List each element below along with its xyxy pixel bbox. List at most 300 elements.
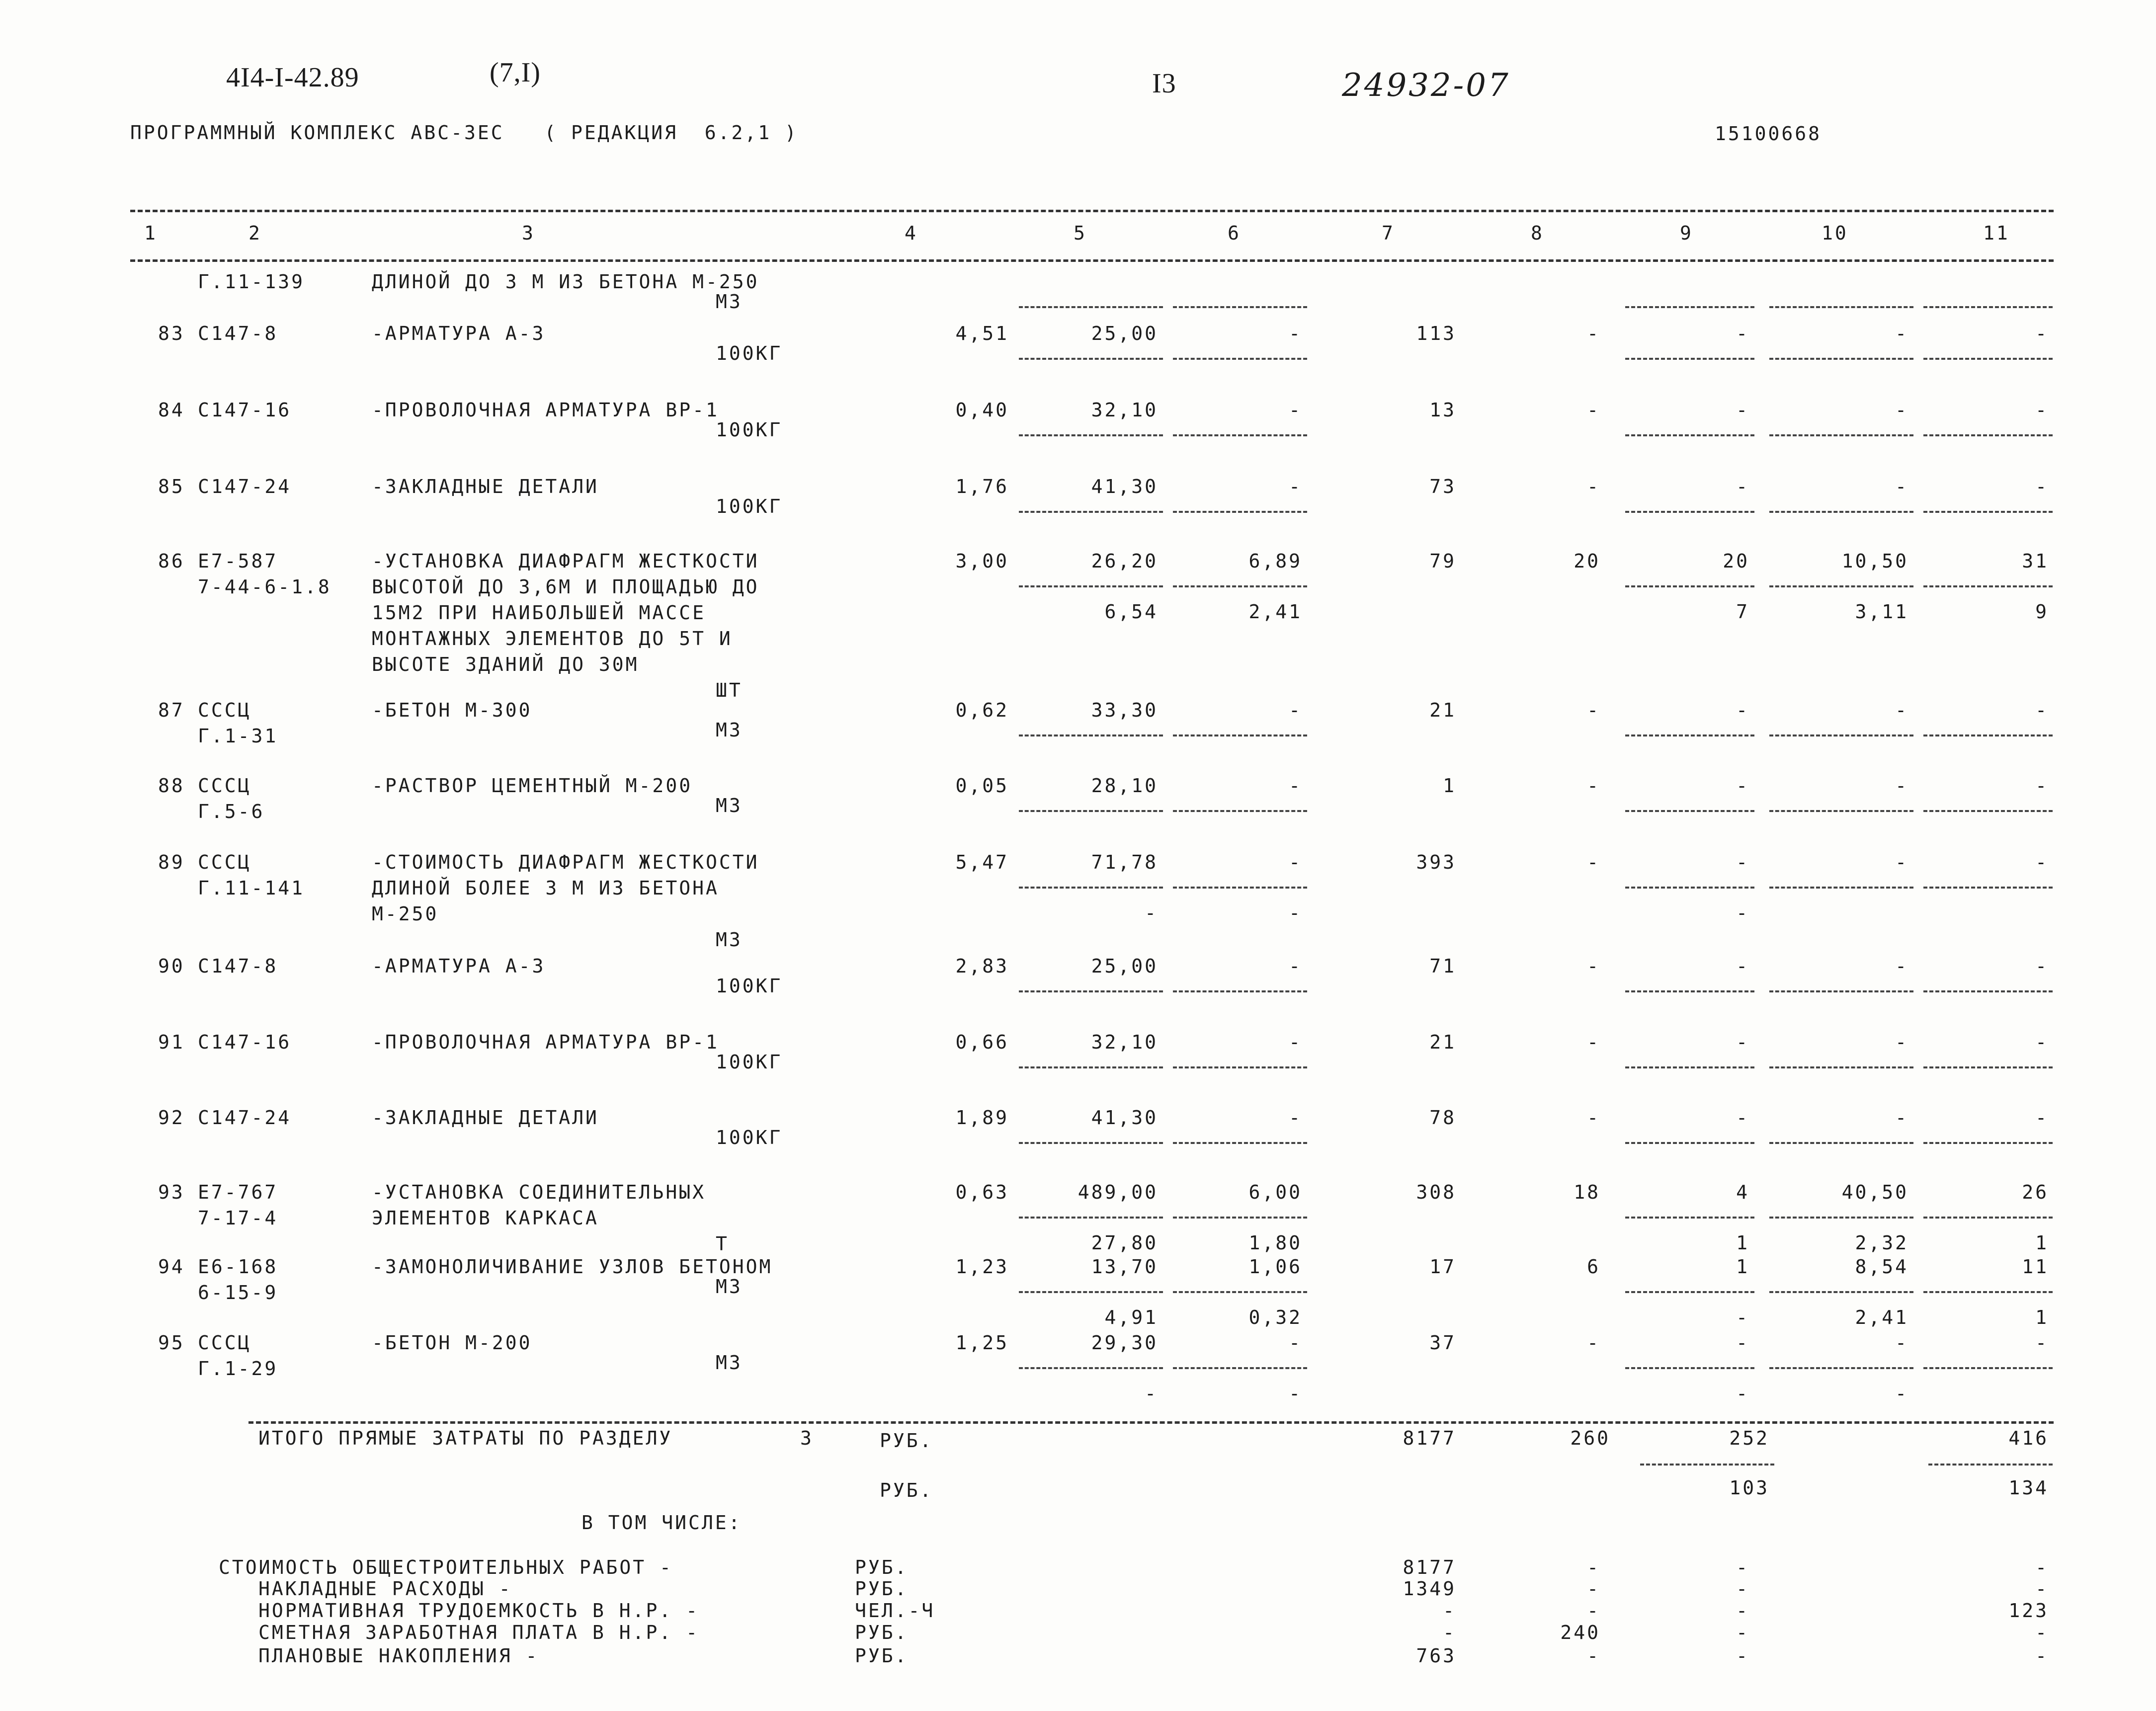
row-col9-rule — [1625, 1217, 1754, 1219]
row-col6: - — [1289, 851, 1302, 873]
row-number: 94 — [158, 1256, 185, 1278]
row-col8: - — [1587, 1031, 1600, 1053]
row-col11-sub: 1 — [2035, 1232, 2049, 1254]
row-description-line: ЭЛЕМЕНТОВ КАРКАСА — [372, 1207, 599, 1229]
summary-c8: - — [1587, 1645, 1600, 1667]
row-col10-rule — [1769, 734, 1913, 736]
row-col6-sub: 0,32 — [1248, 1306, 1302, 1328]
row-quantity: 0,40 — [955, 399, 1009, 421]
totals-c7: 8177 — [1403, 1427, 1456, 1449]
header-rule-bottom — [130, 259, 2054, 262]
row-code-sub: Г.11-141 — [198, 877, 305, 899]
row-col5-rule — [1019, 1367, 1163, 1369]
row-col6: - — [1289, 1107, 1302, 1129]
row-col6: - — [1289, 1031, 1302, 1053]
row-col11-sub: 9 — [2035, 601, 2049, 623]
row-col9: 1 — [1736, 1256, 1749, 1278]
row-unit: Т — [716, 1233, 729, 1255]
summary-label: НАКЛАДНЫЕ РАСХОДЫ - — [258, 1578, 512, 1600]
row-col9-rule — [1625, 1291, 1754, 1293]
row-code: Е7-767 — [198, 1181, 278, 1203]
totals-unit-2: РУБ. — [880, 1479, 933, 1501]
row-col9: - — [1736, 1031, 1749, 1053]
row-col10: - — [1895, 1332, 1908, 1354]
row-code-sub: Г.1-31 — [198, 725, 278, 747]
row-col10-rule — [1769, 1367, 1913, 1369]
row-col5-rule — [1019, 810, 1163, 812]
row-col11-rule — [1923, 1367, 2053, 1369]
row-col6-sub: 1,80 — [1248, 1232, 1302, 1254]
row-col10-rule — [1769, 1142, 1913, 1144]
summary-c11: - — [2035, 1622, 2049, 1643]
row-code-sub: 7-17-4 — [198, 1207, 278, 1229]
row-col9: - — [1736, 323, 1749, 344]
row-col6-sub: - — [1289, 1383, 1302, 1404]
row-col6-rule — [1173, 434, 1307, 436]
row-col11-sub: 1 — [2035, 1306, 2049, 1328]
column-header-3: 3 — [522, 222, 535, 244]
row-col6: - — [1289, 955, 1302, 977]
row-col5-rule — [1019, 990, 1163, 992]
summary-unit: РУБ. — [855, 1645, 909, 1667]
summary-unit: РУБ. — [855, 1622, 909, 1643]
row-col5-rule — [1019, 1291, 1163, 1293]
row-code-sub: 7-44-6-1.8 — [198, 576, 332, 598]
row-col5-rule — [1019, 1142, 1163, 1144]
row-quantity: 1,89 — [955, 1107, 1009, 1129]
row-number: 90 — [158, 955, 185, 977]
row-col10-rule — [1769, 511, 1913, 513]
row-col5-rule — [1019, 434, 1163, 436]
row-col5: 33,30 — [1091, 699, 1158, 721]
row-col11: 26 — [2022, 1181, 2049, 1203]
row-col9-sub: 1 — [1736, 1232, 1749, 1254]
row-quantity: 1,25 — [955, 1332, 1009, 1354]
row-unit: М3 — [716, 291, 743, 313]
row-number: 88 — [158, 775, 185, 797]
row-number: 95 — [158, 1332, 185, 1354]
row-col11-rule — [1923, 1066, 2053, 1068]
totals-c9: 252 — [1729, 1427, 1769, 1449]
summary-c9: - — [1736, 1578, 1749, 1600]
row-col5: 25,00 — [1091, 323, 1158, 344]
row-number: 85 — [158, 476, 185, 497]
summary-c8: - — [1587, 1600, 1600, 1622]
row-unit: М3 — [716, 719, 743, 741]
summary-c9: - — [1736, 1556, 1749, 1578]
summary-c9: - — [1736, 1600, 1749, 1622]
totals-c9b: 103 — [1729, 1477, 1769, 1499]
row-col11-rule — [1923, 1142, 2053, 1144]
row-unit: 100КГ — [716, 975, 783, 997]
summary-label: НОРМАТИВНАЯ ТРУДОЕМКОСТЬ В Н.Р. - — [258, 1600, 699, 1622]
column-header-1: 1 — [144, 222, 158, 244]
program-title: ПРОГРАММНЫЙ КОМПЛЕКС АВС-3ЕС ( РЕДАКЦИЯ 6.2,1 ) — [130, 122, 798, 144]
row-code: Е7-587 — [198, 550, 278, 572]
row-col9-sub: - — [1736, 1306, 1749, 1328]
summary-c7: - — [1443, 1600, 1456, 1622]
row-col6: - — [1289, 699, 1302, 721]
row-col8: - — [1587, 955, 1600, 977]
row-description-line: 15М2 ПРИ НАИБОЛЬШЕЙ МАССЕ — [372, 602, 706, 624]
row-col5: 29,30 — [1091, 1332, 1158, 1354]
row-description-line: -ПРОВОЛОЧНАЯ АРМАТУРА ВР-1 — [372, 1031, 719, 1053]
row-unit: М3 — [716, 795, 743, 816]
totals-rule — [249, 1421, 2054, 1424]
row-quantity: 4,51 — [955, 323, 1009, 344]
row-col9-rule — [1625, 358, 1754, 360]
row-col5: 25,00 — [1091, 955, 1158, 977]
row-quantity: 2,83 — [955, 955, 1009, 977]
row-col10-rule — [1769, 306, 1913, 308]
row-col6-rule — [1173, 358, 1307, 360]
row-col6: - — [1289, 775, 1302, 797]
summary-c11: - — [2035, 1645, 2049, 1667]
row-col10-rule — [1769, 887, 1913, 889]
row-description-line: -СТОИМОСТЬ ДИАФРАГМ ЖЕСТКОСТИ — [372, 851, 759, 873]
row-col11-rule — [1923, 1217, 2053, 1219]
row-col6: 6,89 — [1248, 550, 1302, 572]
row-col11: 31 — [2022, 550, 2049, 572]
row-unit: М3 — [716, 929, 743, 951]
row-col9-rule — [1625, 734, 1754, 736]
summary-unit: ЧЕЛ.-Ч — [855, 1600, 935, 1622]
row-col10: 40,50 — [1841, 1181, 1908, 1203]
row-quantity: 1,23 — [955, 1256, 1009, 1278]
row-col7: 113 — [1416, 323, 1456, 344]
row-col8: - — [1587, 699, 1600, 721]
row-col9: - — [1736, 955, 1749, 977]
row-col8: - — [1587, 476, 1600, 497]
summary-c8: - — [1587, 1578, 1600, 1600]
row-col5: 71,78 — [1091, 851, 1158, 873]
row-description-line: -БЕТОН М-200 — [372, 1332, 532, 1354]
row-col9-rule — [1625, 887, 1754, 889]
row-col9-rule — [1625, 810, 1754, 812]
row-col11: - — [2035, 851, 2049, 873]
including-label: В ТОМ ЧИСЛЕ: — [581, 1512, 742, 1534]
row-number: 91 — [158, 1031, 185, 1053]
row-col7: 308 — [1416, 1181, 1456, 1203]
row-col6-rule — [1173, 1066, 1307, 1068]
row-description-line: М-250 — [372, 903, 439, 925]
row-col7: 13 — [1429, 399, 1456, 421]
summary-c11: 123 — [2008, 1600, 2049, 1622]
summary-c7: 1349 — [1403, 1578, 1456, 1600]
row-code: С147-8 — [198, 955, 278, 977]
row-col11-rule — [1923, 511, 2053, 513]
row-col5-rule — [1019, 734, 1163, 736]
row-col9-rule — [1625, 434, 1754, 436]
row-col10: - — [1895, 399, 1908, 421]
row-col10-rule — [1769, 358, 1913, 360]
row-col5-rule — [1019, 306, 1163, 308]
row-col5-sub: 4,91 — [1104, 1306, 1158, 1328]
row-col6-rule — [1173, 887, 1307, 889]
row-description-line: -АРМАТУРА А-3 — [372, 323, 546, 344]
row-col10-rule — [1769, 810, 1913, 812]
row-unit: 100КГ — [716, 1051, 783, 1073]
row-col10-rule — [1769, 585, 1913, 587]
row-unit: М3 — [716, 1352, 743, 1374]
row-col9-sub: 7 — [1736, 601, 1749, 623]
row-col5-rule — [1019, 1217, 1163, 1219]
row-col5: 28,10 — [1091, 775, 1158, 797]
summary-c8: 240 — [1560, 1622, 1600, 1643]
row-description-line: -ЗАКЛАДНЫЕ ДЕТАЛИ — [372, 1107, 599, 1129]
row-col8: - — [1587, 775, 1600, 797]
summary-label: СМЕТНАЯ ЗАРАБОТНАЯ ПЛАТА В Н.Р. - — [258, 1622, 699, 1643]
row-col11: - — [2035, 1332, 2049, 1354]
row-col10-rule — [1769, 434, 1913, 436]
row-col8: 18 — [1574, 1181, 1600, 1203]
row-col11: - — [2035, 1031, 2049, 1053]
row-col6-rule — [1173, 1217, 1307, 1219]
row-col5: 32,10 — [1091, 399, 1158, 421]
row-col6: - — [1289, 476, 1302, 497]
row-col9: - — [1736, 399, 1749, 421]
row-col11-rule — [1923, 434, 2053, 436]
row-col10: 10,50 — [1841, 550, 1908, 572]
totals-c9-rule — [1640, 1464, 1774, 1466]
row-col10: - — [1895, 323, 1908, 344]
row-code-sub: 6-15-9 — [198, 1282, 278, 1304]
totals-c11-rule — [1928, 1464, 2053, 1466]
row-col7: 79 — [1429, 550, 1456, 572]
row-col6-rule — [1173, 585, 1307, 587]
row-unit: 100КГ — [716, 1127, 783, 1148]
row-col9: - — [1736, 851, 1749, 873]
row-col6-rule — [1173, 990, 1307, 992]
row-col9-rule — [1625, 306, 1754, 308]
row-col5: 41,30 — [1091, 1107, 1158, 1129]
row-quantity: 0,63 — [955, 1181, 1009, 1203]
code-right: 15100668 — [1715, 123, 1822, 145]
row-col9: - — [1736, 1332, 1749, 1354]
row-col10-rule — [1769, 1217, 1913, 1219]
row-col7: 17 — [1429, 1256, 1456, 1278]
row-code-sub: Г.5-6 — [198, 801, 265, 822]
row-col6-rule — [1173, 511, 1307, 513]
header-rule-top — [130, 210, 2054, 212]
row-col5-rule — [1019, 887, 1163, 889]
row-description-line: -ЗАМОНОЛИЧИВАНИЕ УЗЛОВ БЕТОНОМ — [372, 1256, 773, 1278]
row-col9: - — [1736, 1107, 1749, 1129]
row-col8: - — [1587, 1332, 1600, 1354]
row-number: 92 — [158, 1107, 185, 1129]
row-col5: 489,00 — [1078, 1181, 1158, 1203]
row-code: С147-24 — [198, 1107, 292, 1129]
summary-c7: 763 — [1416, 1645, 1456, 1667]
row-col10: - — [1895, 851, 1908, 873]
row-col11: - — [2035, 775, 2049, 797]
summary-label: СТОИМОСТЬ ОБЩЕСТРОИТЕЛЬНЫХ РАБОТ - — [219, 1556, 673, 1578]
row-col6-rule — [1173, 810, 1307, 812]
summary-unit: РУБ. — [855, 1556, 909, 1578]
row-col11-rule — [1923, 887, 2053, 889]
row-col10: - — [1895, 699, 1908, 721]
row-col9-sub: - — [1736, 902, 1749, 924]
row-col5-sub: 6,54 — [1104, 601, 1158, 623]
row-col10: - — [1895, 955, 1908, 977]
row-col6-rule — [1173, 1142, 1307, 1144]
row-col10-sub: 2,32 — [1855, 1232, 1908, 1254]
row-col10-sub: 2,41 — [1855, 1306, 1908, 1328]
row-col7: 78 — [1429, 1107, 1456, 1129]
row-col7: 73 — [1429, 476, 1456, 497]
row-col5-sub: - — [1145, 1383, 1158, 1404]
row-col11-rule — [1923, 734, 2053, 736]
row-quantity: 5,47 — [955, 851, 1009, 873]
row-col9-rule — [1625, 585, 1754, 587]
row-col10-sub: - — [1895, 1383, 1908, 1404]
row-col7: 21 — [1429, 699, 1456, 721]
row-unit: 100КГ — [716, 342, 783, 364]
row-col9: - — [1736, 476, 1749, 497]
row-code: С147-24 — [198, 476, 292, 497]
row-col5: 32,10 — [1091, 1031, 1158, 1053]
row-col7: 1 — [1443, 775, 1456, 797]
row-code: Г.11-139 — [198, 271, 305, 293]
row-col5-rule — [1019, 585, 1163, 587]
row-col11: - — [2035, 476, 2049, 497]
row-col9: 20 — [1723, 550, 1749, 572]
row-number: 86 — [158, 550, 185, 572]
row-quantity: 0,05 — [955, 775, 1009, 797]
row-col8: 20 — [1574, 550, 1600, 572]
row-col6: 6,00 — [1248, 1181, 1302, 1203]
column-header-6: 6 — [1228, 222, 1241, 244]
row-col10: - — [1895, 1031, 1908, 1053]
row-description-line: -БЕТОН М-300 — [372, 699, 532, 721]
totals-c8: 260 — [1570, 1427, 1610, 1449]
row-col9-sub: - — [1736, 1383, 1749, 1404]
row-col8: - — [1587, 399, 1600, 421]
row-col6-sub: 2,41 — [1248, 601, 1302, 623]
row-col11-rule — [1923, 810, 2053, 812]
row-col10: - — [1895, 775, 1908, 797]
row-col9: - — [1736, 775, 1749, 797]
row-unit: 100КГ — [716, 419, 783, 441]
row-number: 84 — [158, 399, 185, 421]
row-col6-rule — [1173, 1291, 1307, 1293]
row-col11-rule — [1923, 990, 2053, 992]
doc-code: 4I4-I-42.89 — [226, 62, 359, 93]
row-quantity: 1,76 — [955, 476, 1009, 497]
row-col11: - — [2035, 1107, 2049, 1129]
summary-c7: 8177 — [1403, 1556, 1456, 1578]
row-col7: 21 — [1429, 1031, 1456, 1053]
summary-c9: - — [1736, 1622, 1749, 1643]
column-header-4: 4 — [905, 222, 918, 244]
row-col11-rule — [1923, 358, 2053, 360]
row-col11-rule — [1923, 306, 2053, 308]
column-header-11: 11 — [1983, 222, 2010, 244]
row-col6-rule — [1173, 734, 1307, 736]
summary-c8: - — [1587, 1556, 1600, 1578]
column-header-9: 9 — [1680, 222, 1693, 244]
row-description-line: -АРМАТУРА А-3 — [372, 955, 546, 977]
row-col6: 1,06 — [1248, 1256, 1302, 1278]
summary-c11: - — [2035, 1556, 2049, 1578]
row-col6-rule — [1173, 1367, 1307, 1369]
row-description-line: -РАСТВОР ЦЕМЕНТНЫЙ М-200 — [372, 775, 693, 797]
row-description-line: ДЛИНОЙ ДО 3 М ИЗ БЕТОНА М-250 — [372, 271, 759, 293]
row-col10: - — [1895, 1107, 1908, 1129]
row-col6: - — [1289, 1332, 1302, 1354]
row-unit: М3 — [716, 1276, 743, 1298]
row-col8: - — [1587, 851, 1600, 873]
row-description-line: -УСТАНОВКА СОЕДИНИТЕЛЬНЫХ — [372, 1181, 706, 1203]
row-col6-sub: - — [1289, 902, 1302, 924]
row-code: С147-16 — [198, 399, 292, 421]
totals-c11b: 134 — [2008, 1477, 2049, 1499]
row-col10-rule — [1769, 1066, 1913, 1068]
row-number: 93 — [158, 1181, 185, 1203]
row-description-line: ДЛИНОЙ БОЛЕЕ 3 М ИЗ БЕТОНА — [372, 877, 719, 899]
handwritten-number: 24932-07 — [1342, 67, 1510, 104]
row-quantity: 0,66 — [955, 1031, 1009, 1053]
row-code: Е6-168 — [198, 1256, 278, 1278]
summary-c9: - — [1736, 1645, 1749, 1667]
summary-unit: РУБ. — [855, 1578, 909, 1600]
row-col5-rule — [1019, 511, 1163, 513]
row-col5-rule — [1019, 1066, 1163, 1068]
totals-label: ИТОГО ПРЯМЫЕ ЗАТРАТЫ ПО РАЗДЕЛУ — [258, 1427, 673, 1449]
row-number: 87 — [158, 699, 185, 721]
row-code: СССЦ — [198, 1332, 251, 1354]
totals-unit: РУБ. — [880, 1430, 933, 1452]
row-number: 89 — [158, 851, 185, 873]
row-col5-sub: - — [1145, 902, 1158, 924]
row-description-line: -УСТАНОВКА ДИАФРАГМ ЖЕСТКОСТИ — [372, 550, 759, 572]
row-col8: - — [1587, 1107, 1600, 1129]
row-number: 83 — [158, 323, 185, 344]
row-col6-rule — [1173, 306, 1307, 308]
totals-c11: 416 — [2008, 1427, 2049, 1449]
row-col10-rule — [1769, 990, 1913, 992]
row-col7: 393 — [1416, 851, 1456, 873]
row-description-line: МОНТАЖНЫХ ЭЛЕМЕНТОВ ДО 5Т И — [372, 628, 733, 650]
row-unit: ШТ — [716, 679, 743, 701]
row-quantity: 0,62 — [955, 699, 1009, 721]
row-col5-rule — [1019, 358, 1163, 360]
row-col9-rule — [1625, 990, 1754, 992]
row-description-line: -ПРОВОЛОЧНАЯ АРМАТУРА ВР-1 — [372, 399, 719, 421]
row-col7: 71 — [1429, 955, 1456, 977]
row-col9-rule — [1625, 1066, 1754, 1068]
row-col7: 37 — [1429, 1332, 1456, 1354]
column-header-10: 10 — [1822, 222, 1848, 244]
row-description-line: ВЫСОТОЙ ДО 3,6М И ПЛОЩАДЬЮ ДО — [372, 576, 759, 598]
summary-label: ПЛАНОВЫЕ НАКОПЛЕНИЯ - — [258, 1645, 539, 1667]
row-col11: - — [2035, 955, 2049, 977]
row-quantity: 3,00 — [955, 550, 1009, 572]
row-col5: 26,20 — [1091, 550, 1158, 572]
row-code-sub: Г.1-29 — [198, 1358, 278, 1380]
row-description-line: ВЫСОТЕ ЗДАНИЙ ДО 30М — [372, 653, 639, 675]
summary-c11: - — [2035, 1578, 2049, 1600]
row-code: СССЦ — [198, 851, 251, 873]
row-col11: - — [2035, 323, 2049, 344]
row-code: С147-8 — [198, 323, 278, 344]
row-col9-rule — [1625, 1367, 1754, 1369]
row-col5-sub: 27,80 — [1091, 1232, 1158, 1254]
column-header-7: 7 — [1382, 222, 1395, 244]
row-col10: - — [1895, 476, 1908, 497]
row-code: СССЦ — [198, 699, 251, 721]
row-col5: 13,70 — [1091, 1256, 1158, 1278]
